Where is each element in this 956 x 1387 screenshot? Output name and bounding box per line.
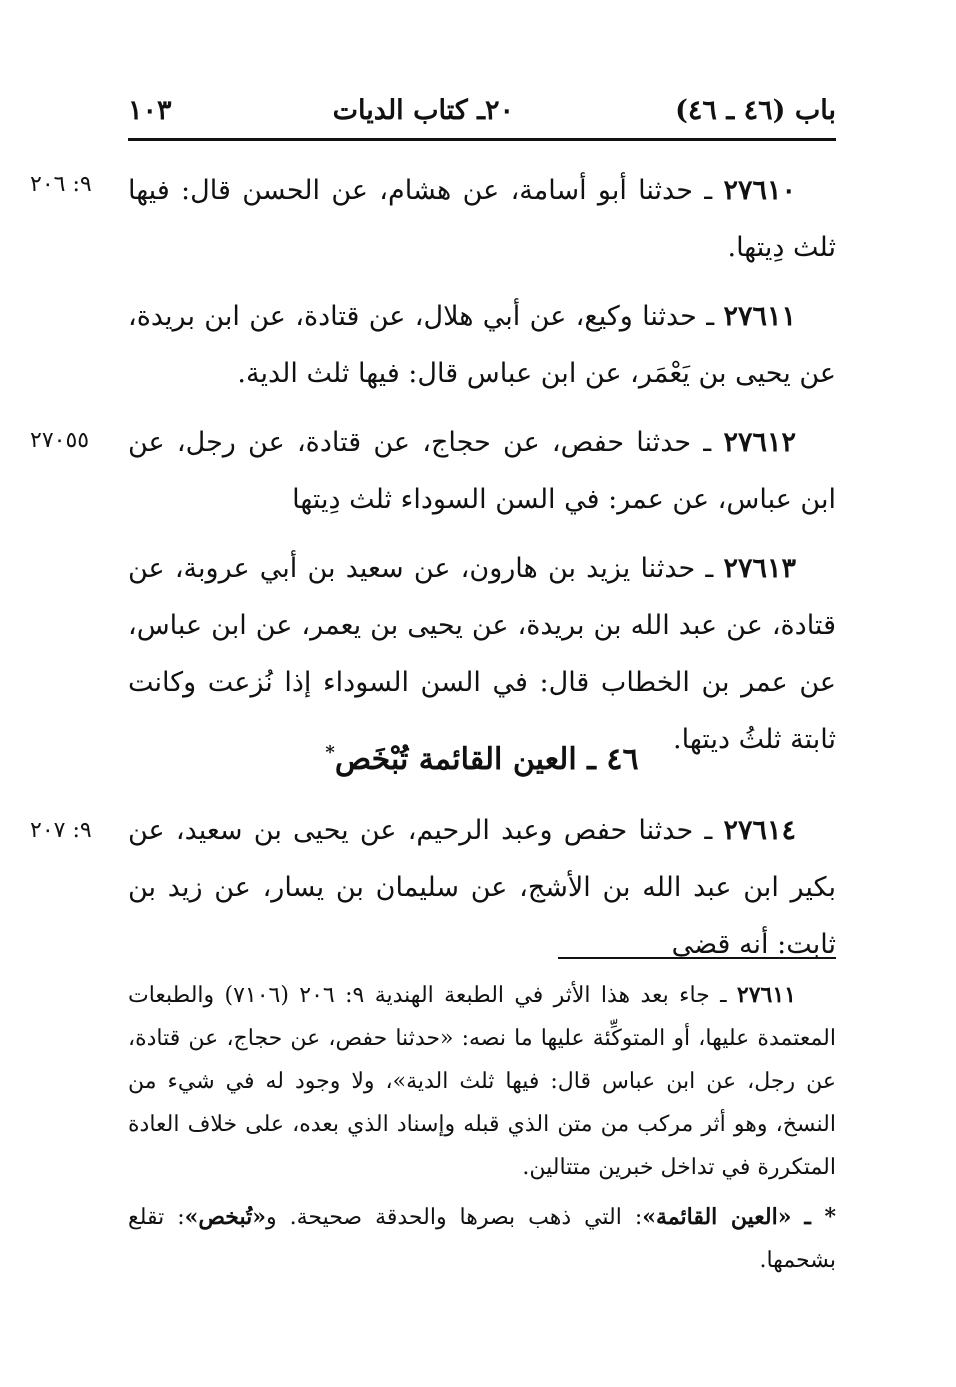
hadith-entry [128,414,836,528]
entry-text: ـ حدثنا حفص، عن حجاج، عن قتادة، عن رجل، عن ابن عباس، عن عمر: في السن السوداء ثلث دِيتها [128,427,836,515]
footnote-term: «العين القائمة» [642,1204,792,1230]
entry-number: ٢٧٦١٢ [723,427,796,458]
entry-text: ـ حدثنا أبو أسامة، عن هشام، عن الحسن قال: فيها ثلث دِيتها. [128,175,836,263]
hadith-entry [128,288,836,402]
footnote-marker: * [325,742,335,763]
chapter-heading [128,725,836,781]
margin-reference: ٩: ٢٠٦ [30,172,92,197]
header-rule [128,138,836,141]
hadith-entry [128,162,836,276]
book-title: ٢٠ـ كتاب الديات [332,94,515,126]
footnote-term: «تُبخص» [184,1204,267,1230]
footnote-number: ٢٧٦١١ [736,982,796,1008]
chapter-title: ٤٦ ـ العين القائمة تُبْخَص [334,742,639,777]
footnote-rule [558,957,836,959]
margin-reference: ٢٧٠٥٥ [30,428,90,453]
entry-number: ٢٧٦١٤ [723,815,796,846]
footnote-marker: * ـ [804,1204,836,1230]
running-header [128,90,836,130]
footnote [128,974,836,1189]
footnote-text: : التي ذهب بصرها والحدقة صحيحة. و [266,1205,643,1230]
entry-number: ٢٧٦١٣ [723,553,796,584]
hadith-entry [128,802,836,973]
entry-text: ـ حدثنا حفص وعبد الرحيم، عن يحيى بن سعيد، عن بكير ابن عبد الله بن الأشج، عن سليمان بن يسار، عن زيد بن ثابت: أنه قضى [128,815,836,960]
entry-text: ـ حدثنا وكيع، عن أبي هلال، عن قتادة، عن ابن بريدة، عن يحيى بن يَعْمَر، عن ابن عباس قال: فيها ثلث الدية. [128,301,836,389]
page-number: ١٠٣ [128,94,172,126]
entry-number: ٢٧٦١١ [723,301,796,332]
chapter-reference: باب (٤٦ ـ ٤٦) [675,94,836,126]
footnote [128,1196,836,1282]
margin-reference: ٩: ٢٠٧ [30,818,92,843]
footnote-text: : تقلع بشحمها. [128,1205,836,1273]
entry-text: ـ حدثنا يزيد بن هارون، عن سعيد بن أبي عروبة، عن قتادة، عن عبد الله بن بريدة، عن يحيى بن يعمر، عن ابن عباس، عن عمر بن الخطاب قال: في السن السوداء إذا نُزعت وكانت ثابتة ثلثُ ديتها. [128,553,836,755]
footnote-text: ـ جاء بعد هذا الأثر في الطبعة الهندية ٩: ٢٠٦ (٧١٠٦) والطبعات المعتمدة عليها، أو المتوكِّئة عليها ما نصه: «حدثنا حفص، عن حجاج، عن قتادة، عن رجل، عن ابن عباس قال: فيها ثلث الدية»، ولا وجود له في شيء من النسخ، وهو أثر مركب من متن الذي قبله وإسناد الذي بعده، على خلاف العادة المتكررة في تداخل خبرين متتالين. [128,983,836,1180]
entry-number: ٢٧٦١٠ [723,175,796,206]
